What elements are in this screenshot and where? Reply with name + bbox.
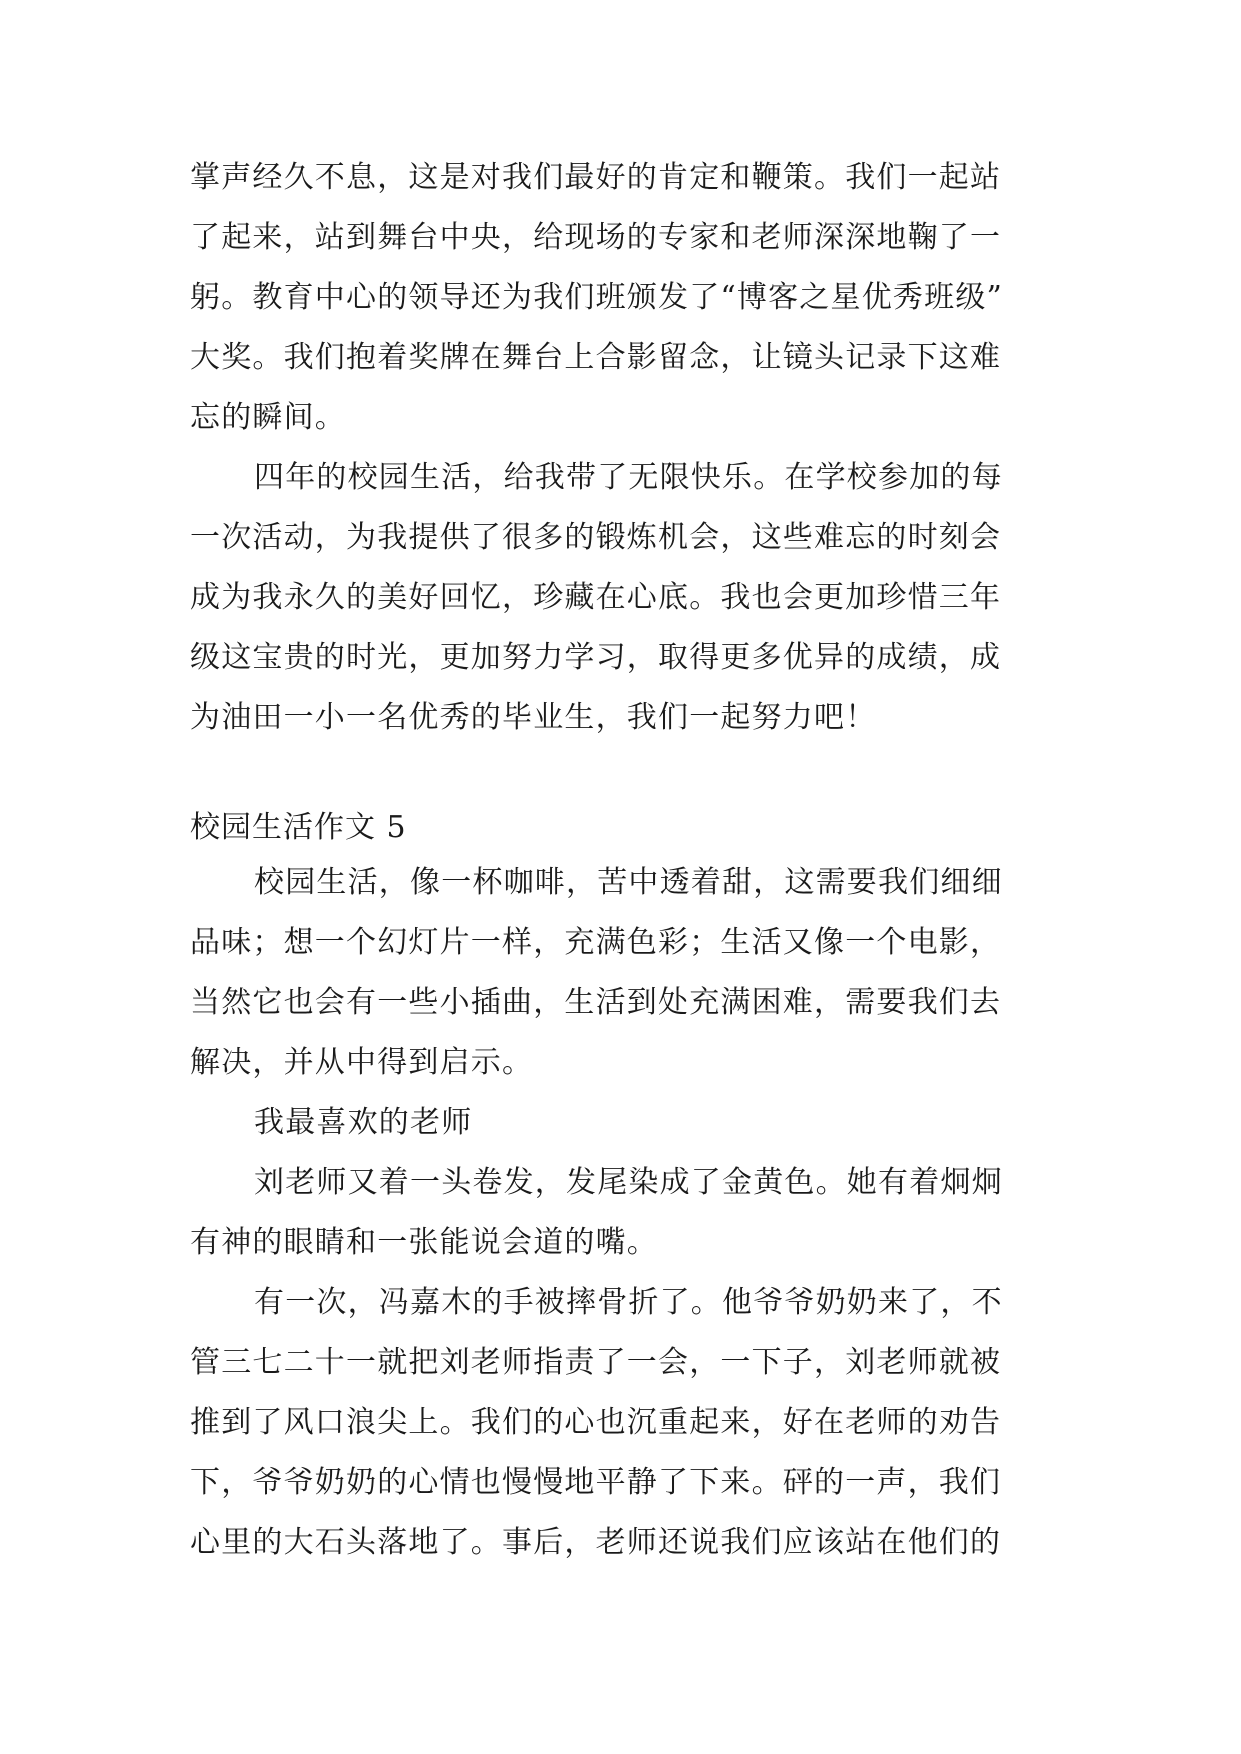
text-line: 下，爷爷奶奶的心情也慢慢地平静了下来。砰的一声，我们 [190, 1465, 1002, 1500]
paragraph-first-line: 有一次，冯嘉木的手被摔骨折了。他爷爷奶奶来了，不 [254, 1285, 1003, 1320]
paragraph-first-line: 四年的校园生活，给我带了无限快乐。在学校参加的每 [254, 460, 1003, 495]
text-line: 管三七二十一就把刘老师指责了一会，一下子，刘老师就被 [190, 1345, 1002, 1380]
text-line: 掌声经久不息，这是对我们最好的肯定和鞭策。我们一起站 [190, 160, 1002, 195]
paragraph-first-line: 校园生活，像一杯咖啡，苦中透着甜，这需要我们细细 [254, 865, 1003, 900]
text-line: 推到了风口浪尖上。我们的心也沉重起来，好在老师的劝告 [190, 1405, 1002, 1440]
text-line: 解决，并从中得到启示。 [190, 1045, 534, 1080]
text-line: 一次活动，为我提供了很多的锻炼机会，这些难忘的时刻会 [190, 520, 1002, 555]
text-line: 品味；想一个幻灯片一样，充满色彩；生活又像一个电影， [190, 925, 1002, 960]
text-line: 成为我永久的美好回忆，珍藏在心底。我也会更加珍惜三年 [190, 580, 1002, 615]
text-line: 心里的大石头落地了。事后，老师还说我们应该站在他们的 [190, 1525, 1002, 1560]
text-line: 了起来，站到舞台中央，给现场的专家和老师深深地鞠了一 [190, 220, 1002, 255]
text-line: 有神的眼睛和一张能说会道的嘴。 [190, 1225, 658, 1260]
text-line: 忘的瞬间。 [190, 400, 346, 435]
text-line: 级这宝贵的时光，更加努力学习，取得更多优异的成绩，成 [190, 640, 1002, 675]
text-line: 为油田一小一名优秀的毕业生，我们一起努力吧！ [190, 700, 877, 735]
section-title: 校园生活作文 5 [190, 810, 407, 845]
text-line: 躬。教育中心的领导还为我们班颁发了“博客之星优秀班级” [190, 280, 1004, 315]
text-line: 当然它也会有一些小插曲，生活到处充满困难，需要我们去 [190, 985, 1002, 1020]
subheading: 我最喜欢的老师 [254, 1105, 473, 1140]
paragraph-first-line: 刘老师又着一头卷发，发尾染成了金黄色。她有着炯炯 [254, 1165, 1003, 1200]
text-line: 大奖。我们抱着奖牌在舞台上合影留念，让镜头记录下这难 [190, 340, 1002, 375]
